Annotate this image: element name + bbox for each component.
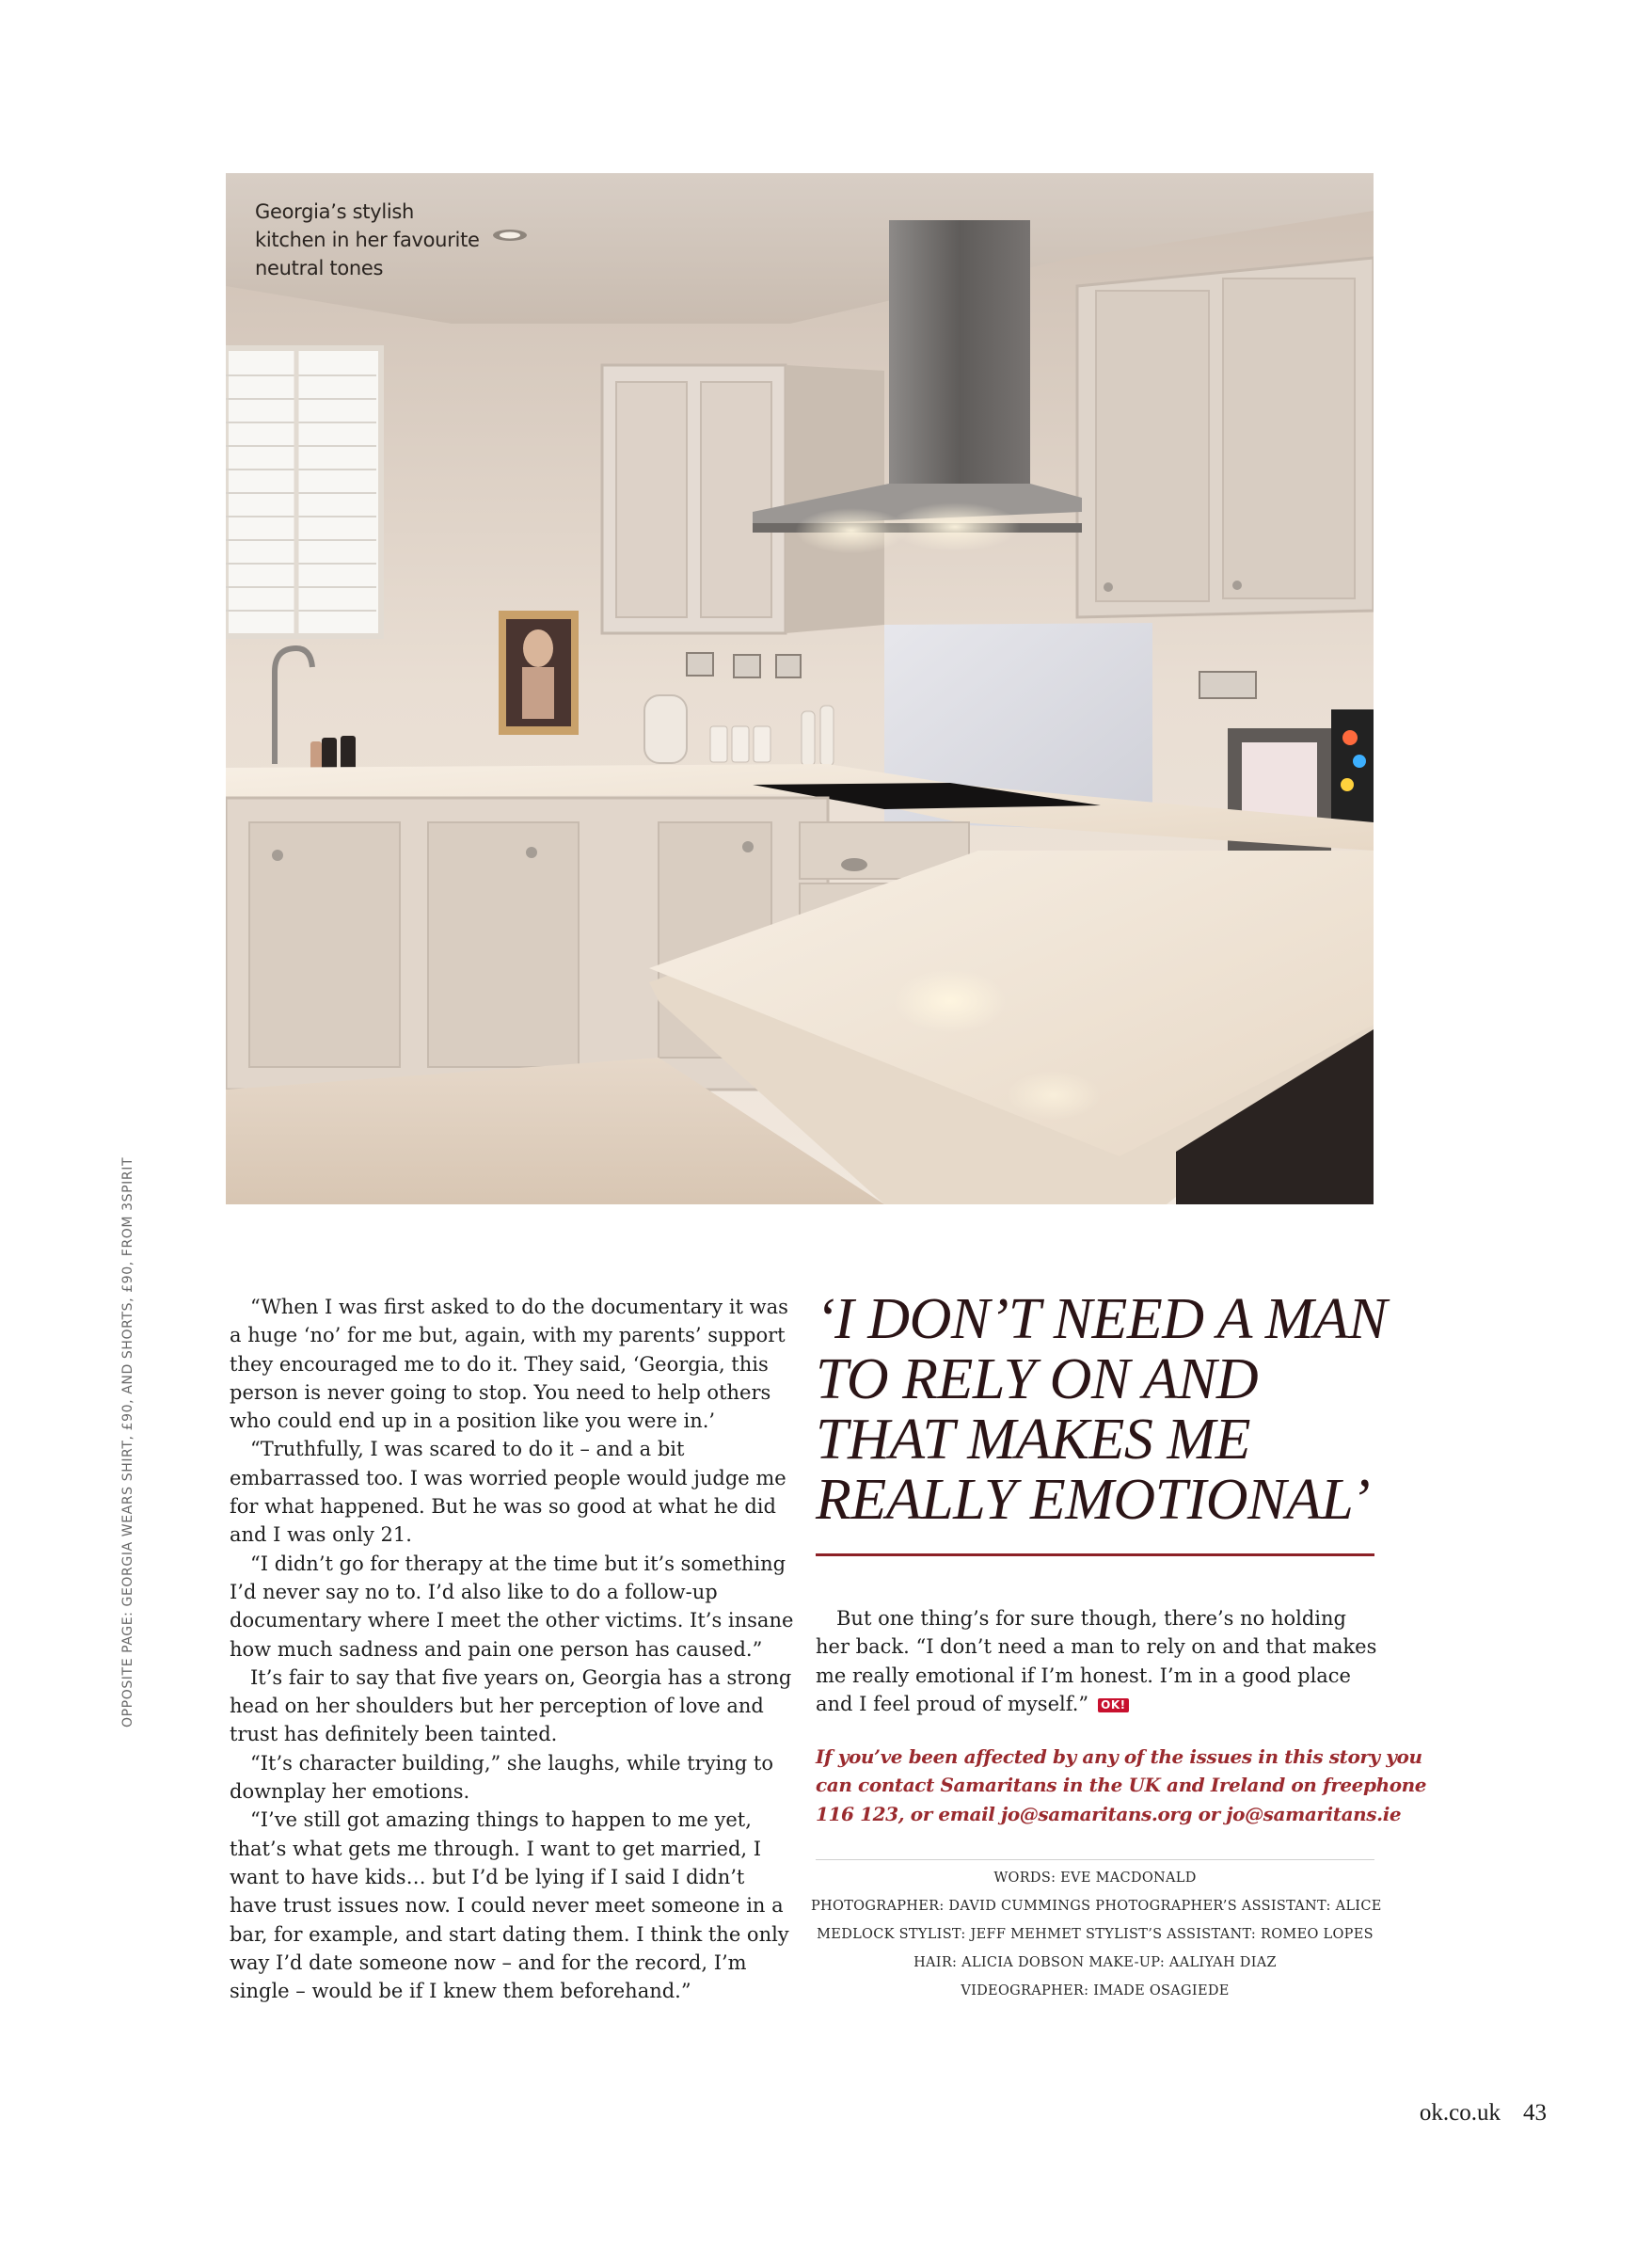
page-number: 43 (1523, 2100, 1547, 2126)
credit-line: HAIR: ALICIA DOBSON MAKE-UP: AALIYAH DIAZ (913, 1955, 1277, 1970)
body-paragraph: It’s fair to say that five years on, Georgia has a strong head on her shoulders but her perception of love and trust has definitely been tainted. (230, 1665, 792, 1746)
kitchen-photo (226, 173, 1374, 1204)
closing-column (816, 1604, 1380, 1718)
body-paragraph: “When I was first asked to do the documentary it was a huge ‘no’ for me but, again, with my parents’ support they encouraged me to do it. They said, ‘Georgia, this person is never going to stop. You need to help others who could end up in a position like you were in.’ (230, 1296, 788, 1433)
pull-quote (816, 1287, 1388, 1532)
credit-line: PHOTOGRAPHER: DAVID CUMMINGS PHOTOGRAPHER’S ASSISTANT: ALICE (811, 1899, 1382, 1914)
pull-quote-line: REALLY EMOTIONAL’ (816, 1468, 1371, 1532)
body-paragraph: “Truthfully, I was scared to do it – and a bit embarrassed too. I was worried people would judge me for what happened. But he was so good at what he did and I was only 21. (230, 1438, 786, 1547)
body-paragraph: “It’s character building,” she laughs, while trying to downplay her emotions. (230, 1751, 773, 1804)
body-paragraph: “I’ve still got amazing things to happen to me yet, that’s what gets me through. I want to get married, I want to have kids… but I’d be lying if I said I didn’t have trust issues now. I could never meet someone in a bar, for example, and start dating them. I think the only way I’d date someone now – and for the record, I’m single – would be if I knew them beforehand.” (230, 1808, 789, 2003)
pull-quote-divider (816, 1553, 1374, 1556)
credit-line: WORDS: EVE MACDONALD (993, 1871, 1197, 1886)
page-folio (1420, 2100, 1547, 2126)
side-credit: OPPOSITE PAGE: GEORGIA WEARS SHIRT, £90, AND SHORTS, £90, FROM 3SPIRIT (120, 1156, 135, 1728)
helpline-line: can contact Samaritans in the UK and Ireland on freephone (816, 1774, 1427, 1797)
closing-paragraph (816, 1604, 1380, 1718)
credits-block (811, 1864, 1382, 2005)
body-paragraph: “I didn’t go for therapy at the time but it’s something I’d never say no to. I’d also like to do a follow-up documentary where I meet the other victims. It’s insane how much sadness and pain one person has caused.” (230, 1552, 794, 1661)
pull-quote-line: THAT MAKES ME (816, 1408, 1250, 1472)
credit-line: VIDEOGRAPHER: IMADE OSAGIEDE (961, 1983, 1230, 1998)
kitchen-illustration (226, 173, 1374, 1204)
body-column (230, 1293, 794, 2005)
pull-quote-line: TO RELY ON AND (816, 1347, 1259, 1411)
credit-line: MEDLOCK STYLIST: JEFF MEHMET STYLIST’S ASSISTANT: ROMEO LOPES (817, 1927, 1374, 1942)
closing-text: But one thing’s for sure though, there’s no holding her back. “I don’t need a man to rely on and that makes me really emotional if I’m honest. I’m in a good place and I feel proud of myself.” (816, 1607, 1377, 1715)
photo-caption: Georgia’s stylish kitchen in her favourite neutral tones (255, 200, 480, 279)
ok-end-logo: OK! (1098, 1698, 1128, 1712)
pull-quote-line: ‘I DON’T NEED A MAN (816, 1287, 1388, 1351)
helpline-line: If you’ve been affected by any of the issues in this story you (816, 1745, 1422, 1768)
site-url[interactable]: ok.co.uk (1419, 2100, 1501, 2126)
helpline-note (816, 1743, 1427, 1828)
helpline-line: 116 123, or email jo@samaritans.org or jo@samaritans.ie (816, 1802, 1402, 1825)
credits-divider (816, 1859, 1374, 1860)
